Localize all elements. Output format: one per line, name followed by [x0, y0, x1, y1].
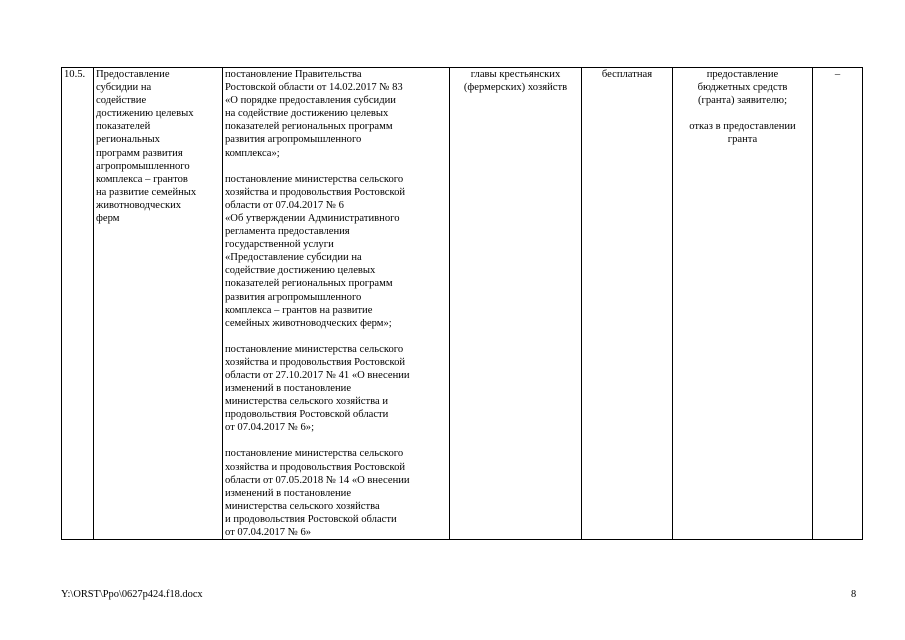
- legal-act-line: хозяйства и продовольствия Ростовской: [225, 356, 406, 368]
- other-cell: [813, 68, 863, 540]
- service-name-line: Предоставление: [96, 69, 170, 80]
- legal-act-paragraph: [225, 343, 447, 435]
- legal-act-line: постановление министерства сельского: [225, 448, 404, 460]
- service-name-line: субсидии на: [96, 82, 152, 94]
- legal-act-line: министерства сельского хозяйства и: [225, 396, 389, 408]
- service-name-line: комплекса – грантов: [96, 173, 188, 185]
- legal-act-line: хозяйства и продовольствия Ростовской: [225, 461, 406, 473]
- service-name-line: достижению целевых: [96, 108, 194, 120]
- result-line: отказ в предоставлении: [689, 121, 796, 133]
- legal-act-line: содействие достижению целевых: [225, 265, 376, 277]
- legal-act-line: на содействие достижению целевых: [225, 108, 389, 120]
- results-cell: [673, 68, 813, 540]
- legal-act-line: Ростовской области от 14.02.2017 № 83: [225, 82, 403, 94]
- service-name-line: ферм: [96, 213, 120, 225]
- legal-act-line: постановление министерства сельского: [225, 343, 404, 355]
- result-line: гранта: [727, 134, 758, 146]
- recipients-line: (фермерских) хозяйств: [463, 82, 568, 94]
- service-name-cell: [94, 68, 223, 540]
- service-name-line: программ развития: [96, 147, 183, 159]
- legal-act-line: изменений в постановление: [225, 487, 352, 499]
- legal-act-line: «Предоставление субсидии на: [225, 252, 362, 264]
- legal-act-line: продовольствия Ростовской области: [225, 409, 389, 421]
- legal-act-paragraph: [225, 173, 447, 330]
- legal-act-line: постановление министерства сельского: [225, 173, 404, 185]
- legal-act-line: области от 27.10.2017 № 41 «О внесении: [225, 369, 410, 381]
- legal-act-line: области от 07.05.2018 № 14 «О внесении: [225, 474, 410, 486]
- legal-act-line: семейных животноводческих ферм»;: [225, 317, 392, 329]
- fee-cell: [582, 68, 673, 540]
- result-paragraph: [675, 68, 810, 107]
- legal-act-line: развития агропромышленного: [225, 291, 362, 303]
- row-number: 10.5.: [64, 69, 86, 80]
- service-name-line: содействие: [96, 95, 147, 107]
- legal-act-line: показателей региональных программ: [225, 121, 393, 133]
- legal-act-line: постановление Правительства: [225, 69, 362, 80]
- recipients-line: главы крестьянских: [470, 69, 561, 80]
- legal-act-line: «Об утверждении Административного: [225, 212, 400, 224]
- footer-file-path: Y:\ORST\Ppo\0627p424.f18.docx: [61, 589, 203, 600]
- legal-act-line: и продовольствия Ростовской области: [225, 513, 397, 525]
- legal-act-line: от 07.04.2017 № 6»;: [225, 422, 315, 434]
- legal-act-line: показателей региональных программ: [225, 278, 393, 290]
- services-table: [61, 67, 863, 540]
- recipients-cell: [450, 68, 582, 540]
- service-name-line: агропромышленного: [96, 160, 190, 172]
- service-name-line: показателей: [96, 121, 151, 133]
- legal-act-line: от 07.04.2017 № 6»: [225, 527, 312, 538]
- service-name-line: на развитие семейных: [96, 186, 197, 198]
- legal-act-line: министерства сельского хозяйства: [225, 500, 380, 512]
- result-line: бюджетных средств: [697, 82, 788, 94]
- service-name-line: региональных: [96, 134, 160, 146]
- legal-act-line: комплекса»;: [225, 147, 280, 159]
- legal-act-line: комплекса – грантов на развитие: [225, 304, 373, 316]
- service-name-line: животноводческих: [96, 199, 182, 211]
- result-line: предоставление: [706, 69, 779, 80]
- legal-act-paragraph: [225, 68, 447, 160]
- fee-value: бесплатная: [601, 69, 653, 80]
- result-paragraph: [675, 120, 810, 146]
- legal-act-paragraph: [225, 447, 447, 539]
- legal-acts-cell: [223, 68, 450, 540]
- legal-act-line: хозяйства и продовольствия Ростовской: [225, 186, 406, 198]
- result-line: (гранта) заявителю;: [697, 95, 788, 107]
- other-value: –: [834, 69, 841, 80]
- service-name: [96, 68, 220, 225]
- legal-act-line: области от 07.04.2017 № 6: [225, 199, 344, 211]
- legal-act-line: «О порядке предоставления субсидии: [225, 95, 396, 107]
- legal-act-line: регламента предоставления: [225, 226, 350, 238]
- legal-act-line: изменений в постановление: [225, 383, 352, 395]
- table-row: [62, 68, 863, 540]
- legal-act-line: государственной услуги: [225, 239, 334, 251]
- footer-page-number: 8: [851, 589, 857, 600]
- row-number-cell: [62, 68, 94, 540]
- legal-act-line: развития агропромышленного: [225, 134, 362, 146]
